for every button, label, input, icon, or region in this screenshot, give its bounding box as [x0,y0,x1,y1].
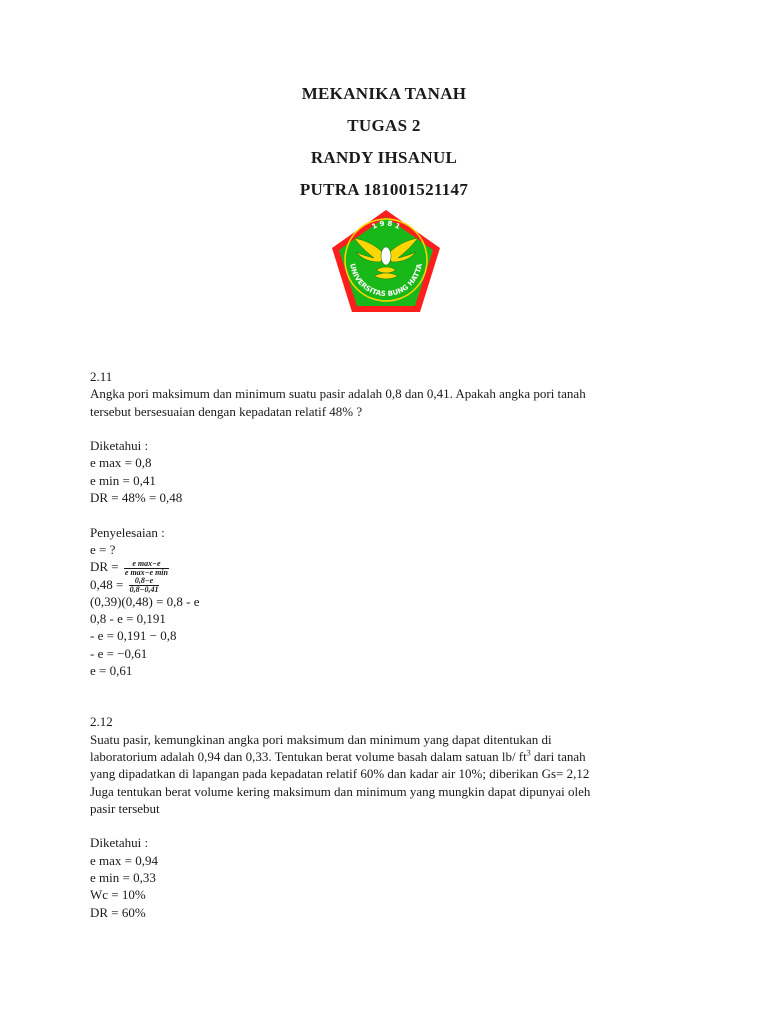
substitution-denominator: 0,8−0,41 [129,585,159,595]
document-header [0,78,768,206]
problem-number: 2.11 [90,369,113,384]
course-title: MEKANIKA TANAH [301,84,467,103]
known-item: e min = 0,33 [90,870,156,886]
substitution-fraction [129,577,160,594]
known-item: DR = 48% = 0,48 [90,490,183,506]
question-line [90,748,710,765]
question-line: Suatu pasir, kemungkinan angka pori maksimum dan minimum yang dapat ditentukan di [90,731,552,747]
student-name: RANDY IHSANUL [310,148,458,167]
substitution-prefix: 0,48 = [90,576,124,592]
superscript: 3 [526,748,531,758]
dr-formula [90,558,710,575]
known-item: e max = 0,8 [90,455,152,471]
dr-fraction [124,560,169,577]
question-text: dari tanah [530,748,586,764]
known-label: Diketahui : [90,835,149,851]
solution-step: 0,8 - e = 0,191 [90,611,166,627]
solution-step: e = ? [90,541,116,557]
substitution-numerator: 0,8−e [129,577,160,586]
known-item: e min = 0,41 [90,472,156,488]
solution-step: - e = 0,191 − 0,8 [90,628,177,644]
dr-denominator: e max−e min [124,567,168,577]
solution-label: Penyelesaian : [90,524,165,540]
dr-numerator: e max−e [124,560,169,569]
solution-step: e = 0,61 [90,663,133,679]
known-item: DR = 60% [90,904,146,920]
question-line: Juga tentukan berat volume kering maksimum dan minimum yang mungkin dapat dipunyai oleh [90,783,591,799]
solution-step: (0,39)(0,48) = 0,8 - e [90,593,200,609]
known-item: Wc = 10% [90,887,146,903]
known-item: e max = 0,94 [90,852,158,868]
student-name-id: PUTRA 181001521147 [299,180,469,199]
known-label: Diketahui : [90,438,149,454]
logo-ring-text: UNIVERSITAS BUNG HATTA [348,262,424,299]
question-line: pasir tersebut [90,800,160,816]
question-text: laboratorium adalah 0,94 dan 0,33. Tentukan berat volume basah dalam satuan lb/ ft [90,748,527,764]
question-line: yang dipadatkan di lapangan pada kepadatan relatif 60% dan kadar air 10%; diberikan Gs= 2,12 [90,766,590,782]
dr-prefix: DR = [90,559,119,575]
problem-number: 2.12 [90,714,113,730]
solution-step: - e = −0,61 [90,645,148,661]
substitution-formula [90,576,710,593]
university-logo [330,208,442,314]
logo-year: 1 9 8 1 [370,219,402,231]
question-line: tersebut bersesuaian dengan kepadatan relatif 48% ? [90,403,363,419]
question-line: Angka pori maksimum dan minimum suatu pasir adalah 0,8 dan 0,41. Apakah angka pori tanah [90,386,586,402]
document-body [90,368,710,921]
assignment-title: TUGAS 2 [347,116,421,135]
